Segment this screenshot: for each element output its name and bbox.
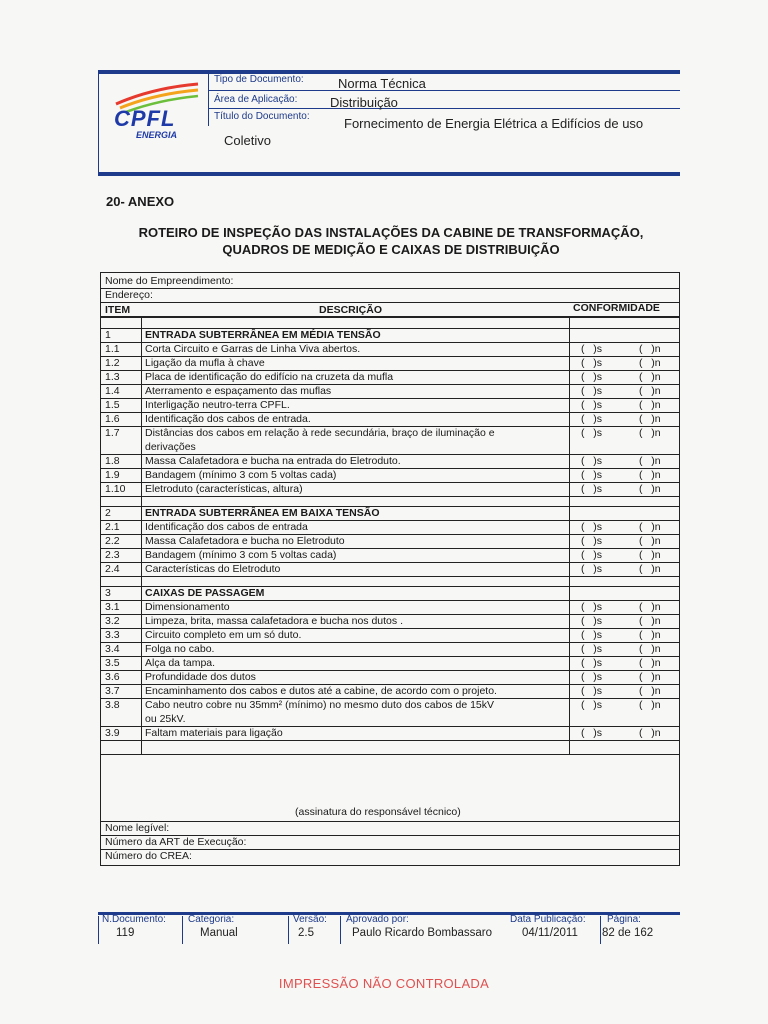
- item-description: Alça da tampa.: [145, 657, 216, 669]
- conformity-no-option: ( )n: [639, 699, 661, 711]
- conformity-yes-option: ( )s: [581, 535, 602, 547]
- item-description: Cabo neutro cobre nu 35mm² (mínimo) no mesmo duto dos cabos de 15kV: [145, 699, 495, 711]
- conformity-yes-option: ( )s: [581, 563, 602, 575]
- item-number: 1.7: [105, 427, 120, 439]
- conformity-no-option: ( )n: [639, 685, 661, 697]
- item-description: Folga no cabo.: [145, 643, 215, 655]
- nome-legivel-label: Nome legível:: [105, 822, 170, 834]
- col-descricao: DESCRIÇÃO: [319, 304, 383, 316]
- item-number: 2.1: [105, 521, 120, 533]
- data-value: 04/11/2011: [522, 927, 578, 939]
- conformity-no-option: ( )n: [639, 521, 661, 533]
- data-label: Data Publicação:: [510, 914, 586, 925]
- conformity-yes-option: ( )s: [581, 455, 602, 467]
- titulo-value-cont: Coletivo: [224, 133, 271, 148]
- conformity-yes-option: ( )s: [581, 357, 602, 369]
- item-number: 3.4: [105, 643, 120, 655]
- item-number: 2.2: [105, 535, 120, 547]
- item-description: Profundidade dos dutos: [145, 671, 256, 683]
- item-description: Bandagem (mínimo 3 com 5 voltas cada): [145, 549, 337, 561]
- item-number: 3.8: [105, 699, 120, 711]
- item-number: 1.5: [105, 399, 120, 411]
- conformity-no-option: ( )n: [639, 727, 661, 739]
- conformity-yes-option: ( )s: [581, 549, 602, 561]
- crea-label: Número do CREA:: [105, 850, 192, 862]
- versao-label: Versão:: [293, 914, 327, 925]
- conformity-yes-option: ( )s: [581, 671, 602, 683]
- item-description: Encaminhamento dos cabos e dutos até a cabine, de acordo com o projeto.: [145, 685, 497, 697]
- conformity-yes-option: ( )s: [581, 643, 602, 655]
- item-number: 1.9: [105, 469, 120, 481]
- item-description: Massa Calafetadora e bucha na entrada do Eletroduto.: [145, 455, 401, 467]
- conformity-yes-option: ( )s: [581, 601, 602, 613]
- section-number: 1: [105, 329, 111, 341]
- item-number: 3.3: [105, 629, 120, 641]
- pagina-label: Página:: [607, 914, 641, 925]
- conformity-yes-option: ( )s: [581, 371, 602, 383]
- conformity-yes-option: ( )s: [581, 615, 602, 627]
- conformity-yes-option: ( )s: [581, 629, 602, 641]
- conformity-no-option: ( )n: [639, 601, 661, 613]
- conformity-yes-option: ( )s: [581, 685, 602, 697]
- col-conformidade: CONFORMIDADE: [573, 302, 660, 314]
- conformity-no-option: ( )n: [639, 413, 661, 425]
- section-title: 20- ANEXO: [106, 194, 175, 209]
- assinatura-label: (assinatura do responsável técnico): [295, 806, 461, 818]
- conformity-no-option: ( )n: [639, 427, 661, 439]
- item-number: 3.5: [105, 657, 120, 669]
- inspection-form: [100, 272, 680, 866]
- item-number: 2.4: [105, 563, 120, 575]
- item-description: Identificação dos cabos de entrada: [145, 521, 308, 533]
- item-number: 1.3: [105, 371, 120, 383]
- conformity-no-option: ( )n: [639, 357, 661, 369]
- conformity-no-option: ( )n: [639, 371, 661, 383]
- conformity-no-option: ( )n: [639, 629, 661, 641]
- item-description: Aterramento e espaçamento das muflas: [145, 385, 332, 397]
- conformity-no-option: ( )n: [639, 549, 661, 561]
- item-number: 3.6: [105, 671, 120, 683]
- aprovado-value: Paulo Ricardo Bombassaro: [352, 927, 492, 939]
- conformity-yes-option: ( )s: [581, 385, 602, 397]
- section-heading: ENTRADA SUBTERRÂNEA EM MÉDIA TENSÃO: [145, 329, 381, 341]
- conformity-yes-option: ( )s: [581, 727, 602, 739]
- item-number: 1.2: [105, 357, 120, 369]
- conformity-no-option: ( )n: [639, 535, 661, 547]
- conformity-no-option: ( )n: [639, 563, 661, 575]
- conformity-yes-option: ( )s: [581, 413, 602, 425]
- item-number: 1.1: [105, 343, 120, 355]
- uncontrolled-print-stamp: IMPRESSÃO NÃO CONTROLADA: [278, 976, 490, 991]
- col-item: ITEM: [105, 304, 131, 316]
- categoria-label: Categoria:: [188, 914, 235, 925]
- conformity-no-option: ( )n: [639, 385, 661, 397]
- item-description: Eletroduto (características, altura): [145, 483, 303, 495]
- art-label: Número da ART de Execução:: [105, 836, 247, 848]
- conformity-no-option: ( )n: [639, 343, 661, 355]
- item-number: 3.2: [105, 615, 120, 627]
- item-description: Características do Eletroduto: [145, 563, 281, 575]
- item-description: Faltam materiais para ligação: [145, 727, 283, 739]
- section-heading: CAIXAS DE PASSAGEM: [145, 587, 265, 599]
- area-value: Distribuição: [330, 95, 398, 110]
- item-number: 3.1: [105, 601, 120, 613]
- conformity-yes-option: ( )s: [581, 399, 602, 411]
- item-description: Dimensionamento: [145, 601, 230, 613]
- conformity-no-option: ( )n: [639, 483, 661, 495]
- item-description: Massa Calafetadora e bucha no Eletroduto: [145, 535, 345, 547]
- conformity-yes-option: ( )s: [581, 469, 602, 481]
- logo-subtitle: ENERGIA: [136, 130, 178, 140]
- section-number: 2: [105, 507, 111, 519]
- titulo-value: Fornecimento de Energia Elétrica a Edifícios de uso: [344, 116, 644, 131]
- item-description: Ligação da mufla à chave: [145, 357, 265, 369]
- item-number: 1.8: [105, 455, 120, 467]
- tipo-value: Norma Técnica: [338, 76, 426, 91]
- conformity-yes-option: ( )s: [581, 427, 602, 439]
- item-description: derivações: [145, 441, 196, 453]
- item-number: 2.3: [105, 549, 120, 561]
- ndoc-value: 119: [116, 927, 135, 939]
- item-description: Bandagem (mínimo 3 com 5 voltas cada): [145, 469, 337, 481]
- item-number: 1.10: [105, 483, 126, 495]
- item-description: Distâncias dos cabos em relação à rede secundária, braço de iluminação e: [145, 427, 495, 439]
- conformity-no-option: ( )n: [639, 455, 661, 467]
- tipo-label: Tipo de Documento:: [214, 74, 304, 85]
- item-number: 3.7: [105, 685, 120, 697]
- conformity-no-option: ( )n: [639, 671, 661, 683]
- ndoc-label: N.Documento:: [102, 914, 166, 925]
- logo-brand: CPFL: [114, 106, 176, 131]
- conformity-yes-option: ( )s: [581, 657, 602, 669]
- section-heading: ENTRADA SUBTERRÂNEA EM BAIXA TENSÃO: [145, 507, 380, 519]
- item-description: Corta Circuito e Garras de Linha Viva abertos.: [145, 343, 361, 355]
- conformity-no-option: ( )n: [639, 643, 661, 655]
- conformity-yes-option: ( )s: [581, 483, 602, 495]
- item-description: Interligação neutro-terra CPFL.: [145, 399, 290, 411]
- item-number: 1.4: [105, 385, 120, 397]
- item-description: Circuito completo em um só duto.: [145, 629, 302, 641]
- area-label: Área de Aplicação:: [214, 94, 298, 105]
- versao-value: 2.5: [298, 927, 314, 939]
- titulo-label: Título do Documento:: [214, 111, 310, 122]
- item-number: 1.6: [105, 413, 120, 425]
- empreendimento-label: Nome do Empreendimento:: [105, 275, 234, 287]
- conformity-no-option: ( )n: [639, 615, 661, 627]
- conformity-no-option: ( )n: [639, 469, 661, 481]
- item-description: Identificação dos cabos de entrada.: [145, 413, 311, 425]
- conformity-no-option: ( )n: [639, 399, 661, 411]
- endereco-label: Endereço:: [105, 289, 153, 301]
- item-number: 3.9: [105, 727, 120, 739]
- section-number: 3: [105, 587, 111, 599]
- conformity-yes-option: ( )s: [581, 699, 602, 711]
- conformity-no-option: ( )n: [639, 657, 661, 669]
- document-header: [98, 70, 680, 176]
- pagina-value: 82 de 162: [602, 927, 654, 939]
- aprovado-label: Aprovado por:: [346, 914, 409, 925]
- item-description: Limpeza, brita, massa calafetadora e bucha nos dutos .: [145, 615, 403, 627]
- conformity-yes-option: ( )s: [581, 343, 602, 355]
- item-description: Placa de identificação do edifício na cruzeta da mufla: [145, 371, 394, 383]
- item-description: ou 25kV.: [145, 713, 186, 725]
- categoria-value: Manual: [200, 927, 238, 939]
- conformity-yes-option: ( )s: [581, 521, 602, 533]
- document-footer: [98, 912, 680, 944]
- main-title: ROTEIRO DE INSPEÇÃO DAS INSTALAÇÕES DA CABINE DE TRANSFORMAÇÃO, QUADROS DE MEDIÇÃO E CAIXAS DE DISTRIBUIÇÃO: [138, 225, 644, 257]
